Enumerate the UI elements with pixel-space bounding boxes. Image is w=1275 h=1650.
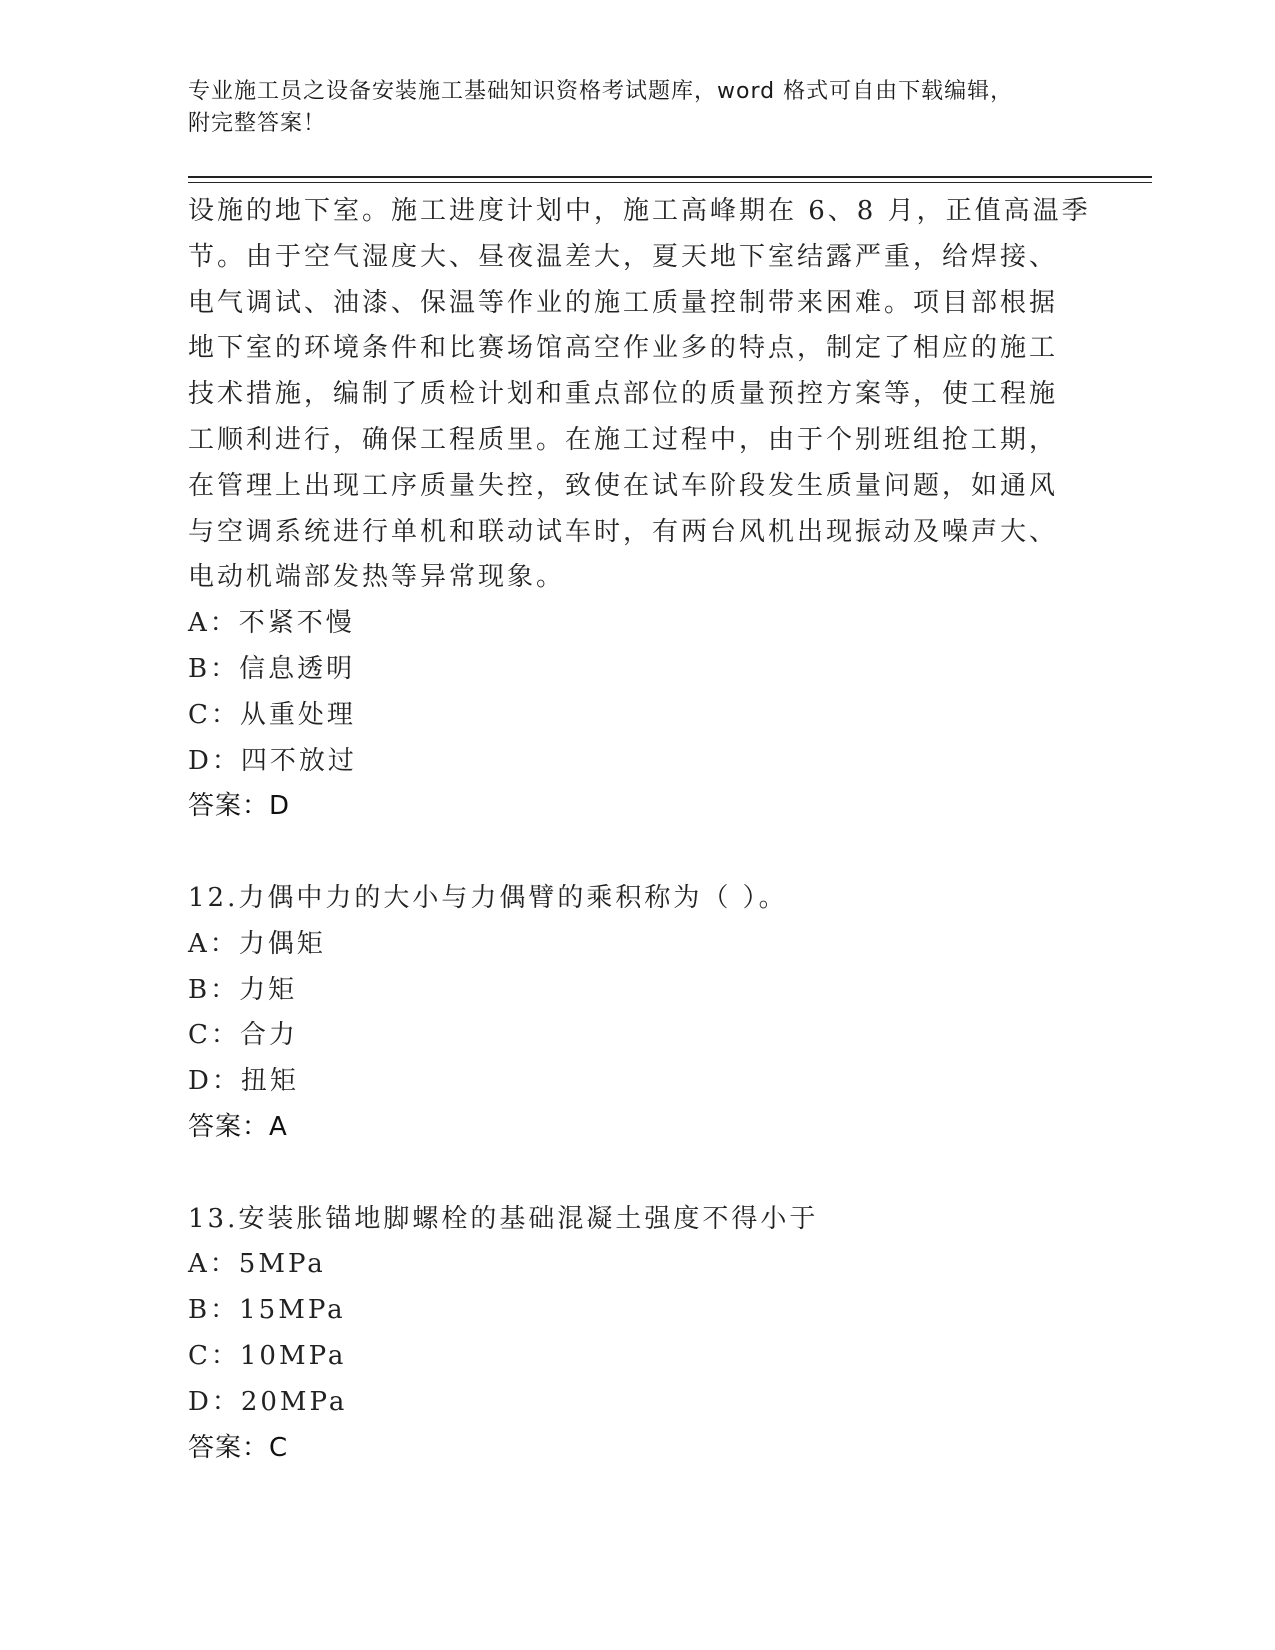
q11-option-d: D：四不放过 [188, 745, 357, 776]
q13-option-d: D：20MPa [188, 1386, 348, 1417]
spacer [188, 830, 1088, 876]
q12-option-c: C：合力 [188, 1020, 298, 1051]
q12-option-b: B：力矩 [188, 974, 298, 1005]
q11-option-a: A：不紧不慢 [188, 608, 355, 639]
passage-line: 与空调系统进行单机和联动试车时，有两台风机出现振动及噪声大、 [188, 516, 1059, 547]
document-body [188, 189, 1091, 1471]
header-rule-thick [188, 176, 1152, 178]
q13-answer: 答案：C [188, 1432, 289, 1463]
passage-line: 地下室的环境条件和比赛场馆高空作业多的特点，制定了相应的施工 [188, 333, 1059, 364]
q12-option-a: A：力偶矩 [188, 928, 326, 959]
passage-line: 在管理上出现工序质量失控，致使在试车阶段发生质量问题，如通风 [188, 470, 1059, 501]
passage-line: 电动机端部发热等异常现象。 [188, 562, 566, 593]
q12-question: 12.力偶中力的大小与力偶臂的乘积称为（ ）。 [188, 882, 788, 913]
passage-line: 节。由于空气湿度大、昼夜温差大，夏天地下室结露严重，给焊接、 [188, 241, 1059, 272]
q13-option-a: A：5MPa [188, 1249, 326, 1280]
document-header [188, 76, 1088, 140]
q12-answer: 答案：A [188, 1111, 288, 1142]
q13-option-c: C：10MPa [188, 1340, 347, 1371]
q12-option-d: D：扭矩 [188, 1066, 299, 1097]
header-rule-thin [188, 182, 1152, 183]
passage-line: 电气调试、油漆、保温等作业的施工质量控制带来困难。项目部根据 [188, 287, 1059, 318]
passage-line: 设施的地下室。施工进度计划中，施工高峰期在 6、8 月，正值高温季 [188, 196, 1091, 226]
q11-option-c: C：从重处理 [188, 699, 356, 730]
header-line-1: 专业施工员之设备安装施工基础知识资格考试题库，word 格式可自由下载编辑， [188, 79, 1014, 104]
passage-line: 技术措施，编制了质检计划和重点部位的质量预控方案等，使工程施 [188, 379, 1059, 410]
header-line-2: 附完整答案！ [188, 111, 327, 136]
spacer [188, 1151, 1088, 1197]
q13-question: 13.安装胀锚地脚螺栓的基础混凝土强度不得小于 [188, 1203, 819, 1234]
q11-answer: 答案：D [188, 791, 291, 822]
passage-line: 工顺利进行，确保工程质里。在施工过程中，由于个别班组抢工期， [188, 424, 1059, 455]
q13-option-b: B：15MPa [188, 1295, 346, 1326]
q11-option-b: B：信息透明 [188, 653, 356, 684]
